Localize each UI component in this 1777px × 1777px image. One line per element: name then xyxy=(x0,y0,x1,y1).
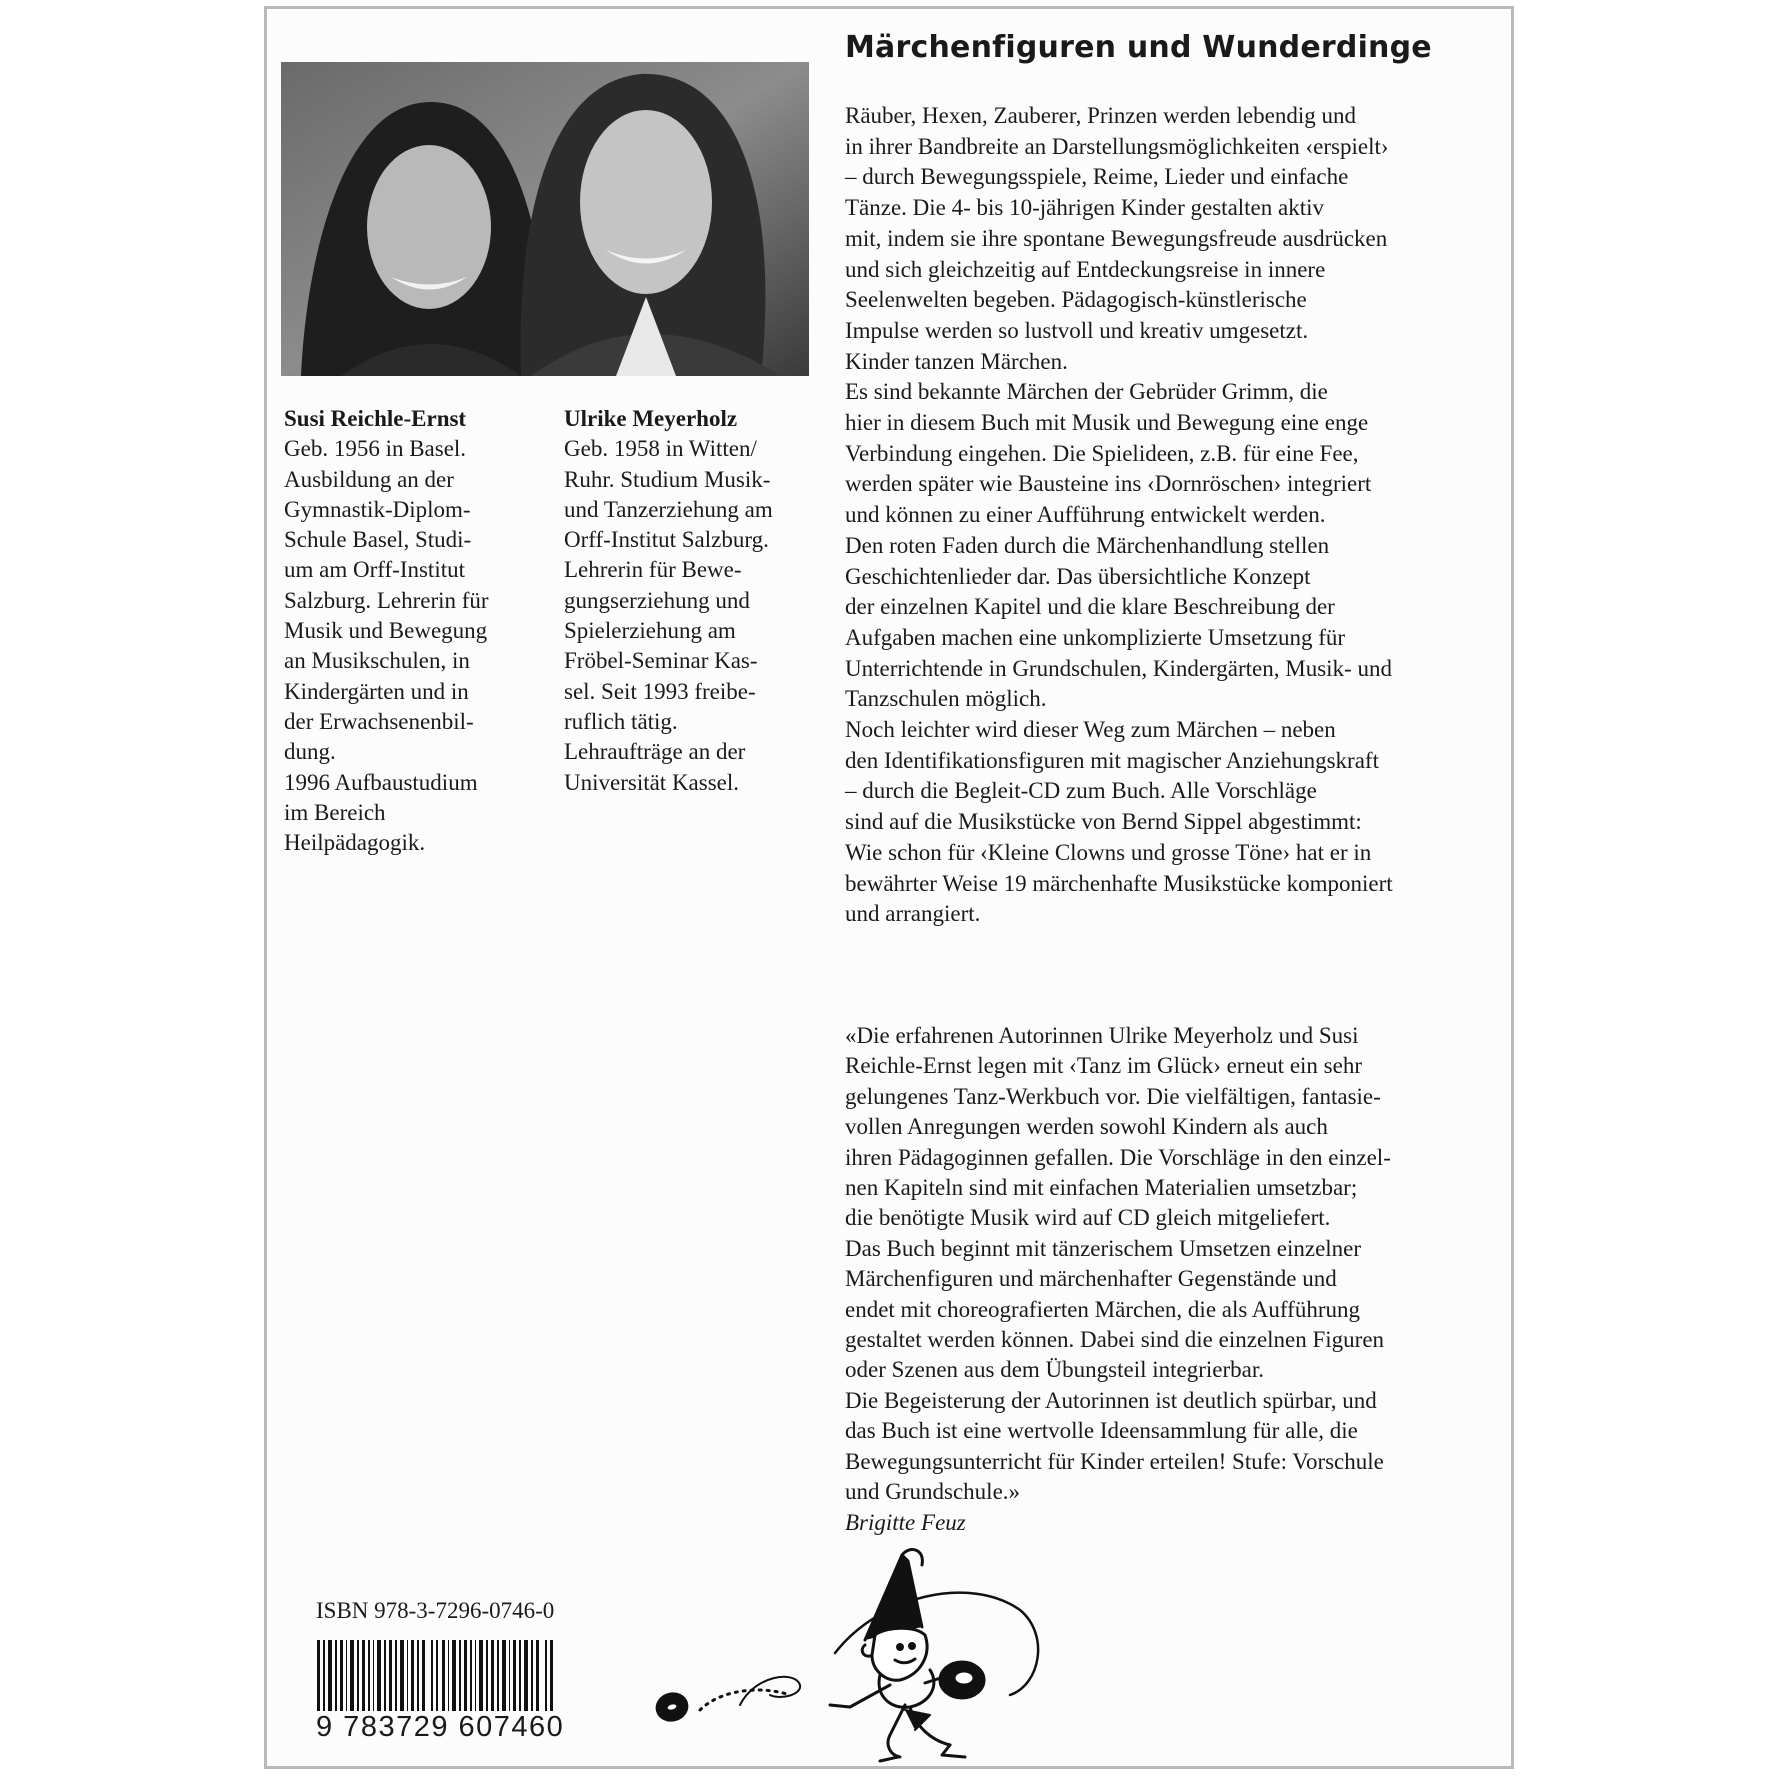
quote-line: das Buch ist eine wertvolle Ideensammlung für alle, die xyxy=(845,1418,1358,1444)
quote-line: Bewegungsunterricht für Kinder erteilen! Stufe: Vorschule xyxy=(845,1448,1384,1474)
bio-line: um am Orff-Institut xyxy=(284,557,465,583)
description-line: – durch Bewegungsspiele, Reime, Lieder und einfache xyxy=(845,164,1349,190)
bio-line: Musik und Bewegung xyxy=(284,618,488,644)
bio-line: Ruhr. Studium Musik- xyxy=(564,466,771,492)
description-line: bewährter Weise 19 märchenhafte Musikstücke komponiert xyxy=(845,870,1393,896)
description-line: Unterrichtende in Grundschulen, Kindergärten, Musik- und xyxy=(845,655,1392,681)
quote-line: oder Szenen aus dem Übungsteil integrierbar. xyxy=(845,1357,1264,1383)
quote-line: und Grundschule.» xyxy=(845,1479,1021,1505)
description-line: der einzelnen Kapitel und die klare Beschreibung der xyxy=(845,594,1335,620)
bio-line: ruflich tätig. xyxy=(564,708,678,734)
bio-line: und Tanzerziehung am xyxy=(564,496,773,522)
bio-line: Schule Basel, Studi- xyxy=(284,527,472,553)
bio-line: sel. Seit 1993 freibe- xyxy=(564,678,756,704)
quote-line: Das Buch beginnt mit tänzerischem Umsetzen einzelner xyxy=(845,1235,1362,1261)
author-photo-image xyxy=(281,62,809,376)
bio-line: Lehraufträge an der xyxy=(564,739,746,765)
author-name: Ulrike Meyerholz xyxy=(564,406,738,431)
description-line: Tanzschulen möglich. xyxy=(845,686,1047,712)
bio-line: 1996 Aufbaustudium xyxy=(284,769,478,795)
bio-line: Salzburg. Lehrerin für xyxy=(284,587,489,613)
description-line: und können zu einer Aufführung entwickelt werden. xyxy=(845,502,1326,528)
bio-line: Geb. 1958 in Witten/ xyxy=(564,436,757,462)
description-line: Seelenwelten begeben. Pädagogisch-künstlerische xyxy=(845,287,1307,313)
author-bio-ulrike xyxy=(564,404,773,798)
quote-line: nen Kapiteln sind mit einfachen Materialien umsetzbar; xyxy=(845,1175,1358,1201)
quote-line: Die Begeisterung der Autorinnen ist deutlich spürbar, und xyxy=(845,1387,1377,1413)
description-line: den Identifikationsfiguren mit magischer Anziehungskraft xyxy=(845,747,1379,773)
description-line: Es sind bekannte Märchen der Gebrüder Grimm, die xyxy=(845,379,1328,405)
bio-line: dung. xyxy=(284,739,336,765)
quote-line: Märchenfiguren und märchenhafter Gegenstände und xyxy=(845,1266,1337,1292)
description-line: Impulse werden so lustvoll und kreativ umgesetzt. xyxy=(845,317,1309,343)
quote-line: die benötigte Musik wird auf CD gleich mitgeliefert. xyxy=(845,1205,1331,1231)
bio-line: Orff-Institut Salzburg. xyxy=(564,527,769,553)
quote-line: «Die erfahrenen Autorinnen Ulrike Meyerholz und Susi xyxy=(845,1023,1359,1048)
bio-line: Fröbel-Seminar Kas- xyxy=(564,648,758,674)
description-line: und arrangiert. xyxy=(845,901,981,927)
description-line: in ihrer Bandbreite an Darstellungsmöglichkeiten ‹erspielt› xyxy=(845,133,1389,159)
quote-line: ihren Pädagoginnen gefallen. Die Vorschläge in den einzel- xyxy=(845,1144,1391,1170)
bio-line: Geb. 1956 in Basel. xyxy=(284,436,467,462)
bio-line: Spielerziehung am xyxy=(564,618,736,644)
barcode-digits: 9 783729 607460 xyxy=(316,1711,565,1743)
quote-line: Reichle-Ernst legen mit ‹Tanz im Glück› erneut ein sehr xyxy=(845,1053,1362,1079)
author-name: Susi Reichle-Ernst xyxy=(284,406,467,431)
review-quote xyxy=(845,1021,1391,1538)
description-line: Geschichtenlieder dar. Das übersichtliche Konzept xyxy=(845,563,1311,589)
description-line: Kinder tanzen Märchen. xyxy=(845,348,1068,374)
bio-line: Universität Kassel. xyxy=(564,769,740,795)
author-bio-susi xyxy=(284,404,489,858)
description-line: Noch leichter wird dieser Weg zum Märchen – neben xyxy=(845,717,1336,743)
description-line: Verbindung eingehen. Die Spielideen, z.B. für eine Fee, xyxy=(845,440,1359,466)
description-line: und sich gleichzeitig auf Entdeckungsreise in innere xyxy=(845,256,1326,282)
bio-line: gungserziehung und xyxy=(564,587,750,613)
description-line: Tänze. Die 4- bis 10-jährigen Kinder gestalten aktiv xyxy=(845,195,1325,221)
bio-line: Lehrerin für Bewe- xyxy=(564,557,742,583)
bio-line: der Erwachsenenbil- xyxy=(284,708,474,734)
description-line: werden später wie Bausteine ins ‹Dornröschen› integriert xyxy=(845,471,1372,497)
quote-line: gelungenes Tanz-Werkbuch vor. Die vielfältigen, fantasie- xyxy=(845,1083,1381,1109)
bio-line: an Musikschulen, in xyxy=(284,648,470,674)
description-line: sind auf die Musikstücke von Bernd Sippel abgestimmt: xyxy=(845,809,1362,835)
gnome-illustration xyxy=(640,1535,1100,1765)
description-line: Wie schon für ‹Kleine Clowns und grosse Töne› hat er in xyxy=(845,839,1372,865)
book-description xyxy=(845,101,1393,930)
bio-line: Kindergärten und in xyxy=(284,678,469,704)
book-title: Märchenfiguren und Wunderdinge xyxy=(845,30,1432,65)
author-photo xyxy=(281,62,809,376)
bio-line: im Bereich xyxy=(284,799,386,825)
quote-line: gestaltet werden können. Dabei sind die einzelnen Figuren xyxy=(845,1327,1385,1353)
bio-line: Heilpädagogik. xyxy=(284,830,426,856)
bio-line: Gymnastik-Diplom- xyxy=(284,496,471,522)
description-line: – durch die Begleit-CD zum Buch. Alle Vorschläge xyxy=(845,778,1317,804)
isbn-number: ISBN 978-3-7296-0746-0 xyxy=(316,1598,555,1623)
quote-line: endet mit choreografierten Märchen, die als Aufführung xyxy=(845,1296,1360,1322)
description-line: Räuber, Hexen, Zauberer, Prinzen werden lebendig und xyxy=(845,103,1356,128)
description-line: mit, indem sie ihre spontane Bewegungsfreude ausdrücken xyxy=(845,225,1388,251)
bio-line: Ausbildung an der xyxy=(284,466,454,492)
quote-signature: Brigitte Feuz xyxy=(845,1509,966,1535)
description-line: hier in diesem Buch mit Musik und Bewegung eine enge xyxy=(845,410,1369,436)
description-line: Aufgaben machen eine unkomplizierte Umsetzung für xyxy=(845,624,1346,650)
description-line: Den roten Faden durch die Märchenhandlung stellen xyxy=(845,532,1330,558)
quote-line: vollen Anregungen werden sowohl Kindern als auch xyxy=(845,1114,1328,1140)
